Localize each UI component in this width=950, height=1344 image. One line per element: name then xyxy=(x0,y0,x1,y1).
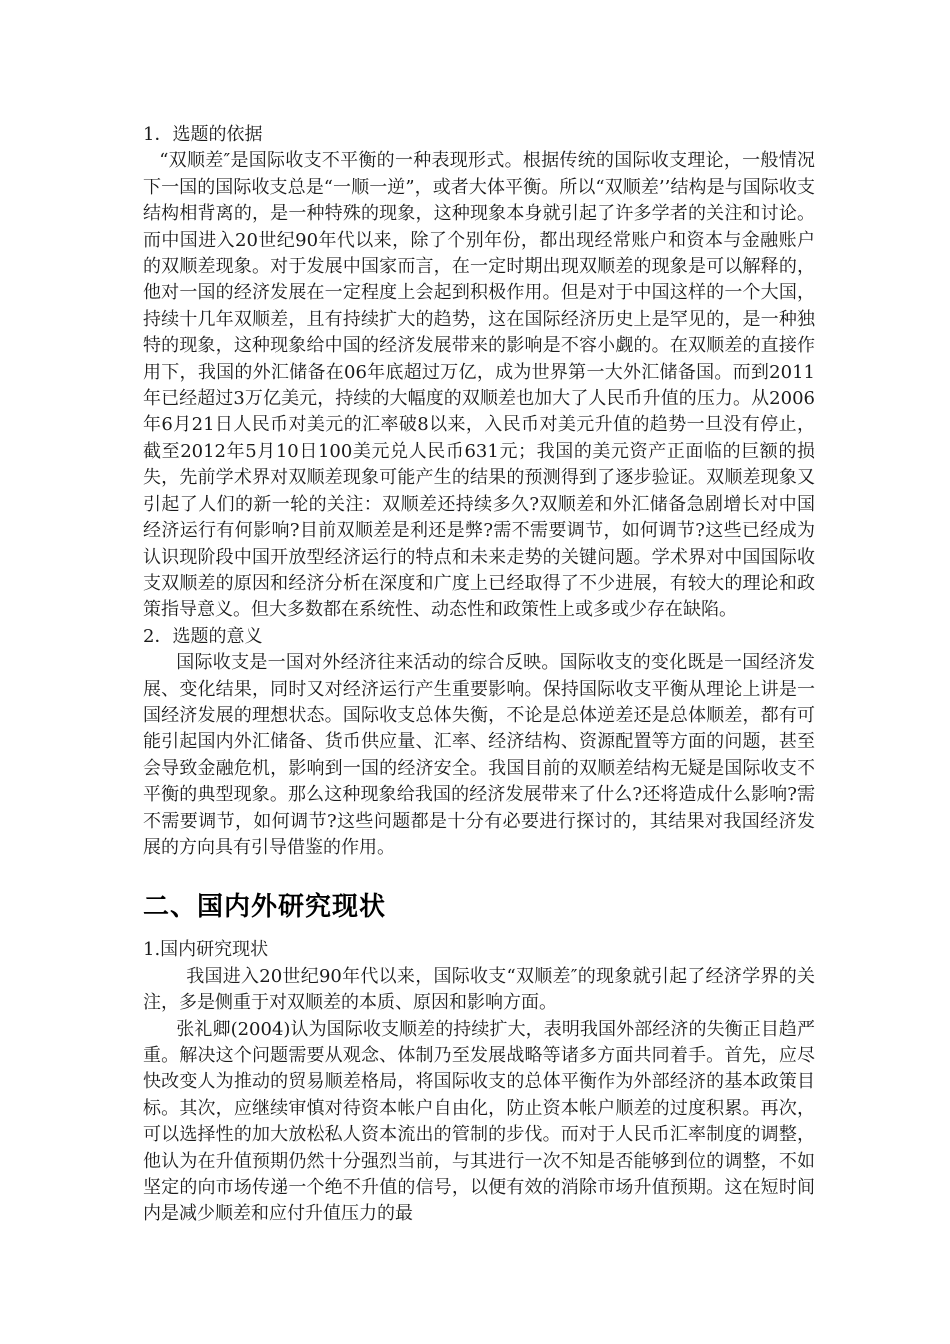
document-page xyxy=(143,122,815,1228)
paragraph-domestic-zhang: 张礼卿(2004)认为国际收支顺差的持续扩大，表明我国外部经济的失衡正目趋严重。解决这个问题需要从观念、体制乃至发展战略等诸多方面共同着手。首先，应尽快改变人为推动的贸易顺差格局，将国际收支的总体平衡作为外部经济的基本政策目标。其次，应继续审慎对待资本帐户自由化，防止资本帐户顺差的过度积累。再次，可以选择性的加大放松私人资本流出的管制的步伐。而对于人民币汇率制度的调整，他认为在升值预期仍然十分强烈当前，与其进行一次不知是否能够到位的调整，不如坚定的向市场传递一个绝不升值的信号，以便有效的消除市场升值预期。这在短时间内是减少顺差和应付升值压力的最 xyxy=(143,1018,815,1225)
chapter-title: 二、国内外研究现状 xyxy=(143,892,387,923)
paragraph-basis: “双顺差″是国际收支不平衡的一种表现形式。根据传统的国际收支理论，一般情况下一国的国际收支总是“一顺一逆”，或者大体平衡。所以“双顺差’’结构是与国际收支结构相背离的，是一种特殊的现象，这种现象本身就引起了许多学者的关注和讨论。而中国进入20世纪90年代以来，除了个别年份，都出现经常账户和资本与金融账户的双顺差现象。对于发展中国家而言，在一定时期出现双顺差的现象是可以解释的，他对一国的经济发展在一定程度上会起到积极作用。但是对于中国这样的一个大国，持续十几年双顺差，且有持续扩大的趋势，这在国际经济历史上是罕见的，是一种独特的现象，这种现象给中国的经济发展带来的影响是不容小觑的。在双顺差的直接作用下，我国的外汇储备在06年底超过万亿，成为世界第一大外汇储备国。而到2011年已经超过3万亿美元，持续的大幅度的双顺差也加大了人民币升值的压力。从2006年6月21日人民币对美元的汇率破8以来，入民币对美元升值的趋势一旦没有停止，截至2012年5月10日100美元兑人民币631元；我国的美元资产正面临的巨额的损失，先前学术界对双顺差现象可能产生的结果的预测得到了逐步验证。双顺差现象又引起了人们的新一轮的关注：双顺差还持续多久?双顺差和外汇储备急剧增长对中国经济运行有何影响?目前双顺差是利还是弊?需不需要调节，如何调节?这些已经成为认识现阶段中国开放型经济运行的特点和未来走势的关键问题。学术界对中国国际收支双顺差的原因和经济分析在深度和广度上已经取得了不少进展，有较大的理论和政策指导意义。但大多数都在系统性、动态性和政策性上或多或少存在缺陷。 xyxy=(143,150,815,621)
paragraph-significance: 国际收支是一国对外经济往来活动的综合反映。国际收支的变化既是一国经济发展、变化结果，同时又对经济运行产生重要影响。保持国际收支平衡从理论上讲是一国经济发展的理想状态。国际收支总体失衡，不论是总体逆差还是总体顺差，都有可能引起国内外汇储备、货币供应量、汇率、经济结构、资源配置等方面的问题，甚至会导致金融危机，影响到一国的经济安全。我国目前的双顺差结构无疑是国际收支不平衡的典型现象。那么这种现象给我国的经济发展带来了什么?还将造成什么影响?需不需要调节，如何调节?这些问题都是十分有必要进行探讨的，其结果对我国经济发展的方向具有引导借鉴的作用。 xyxy=(143,652,815,858)
paragraph-domestic-intro: 我国进入20世纪90年代以来，国际收支“双顺差″的现象就引起了经济学界的关注，多是侧重于对双顺差的本质、原因和影响方面。 xyxy=(143,965,815,1014)
section-heading-basis: 1．选题的依据 xyxy=(143,124,263,145)
subsection-heading-domestic: 1.国内研究现状 xyxy=(143,939,269,961)
section-heading-significance: 2．选题的意义 xyxy=(143,625,263,647)
